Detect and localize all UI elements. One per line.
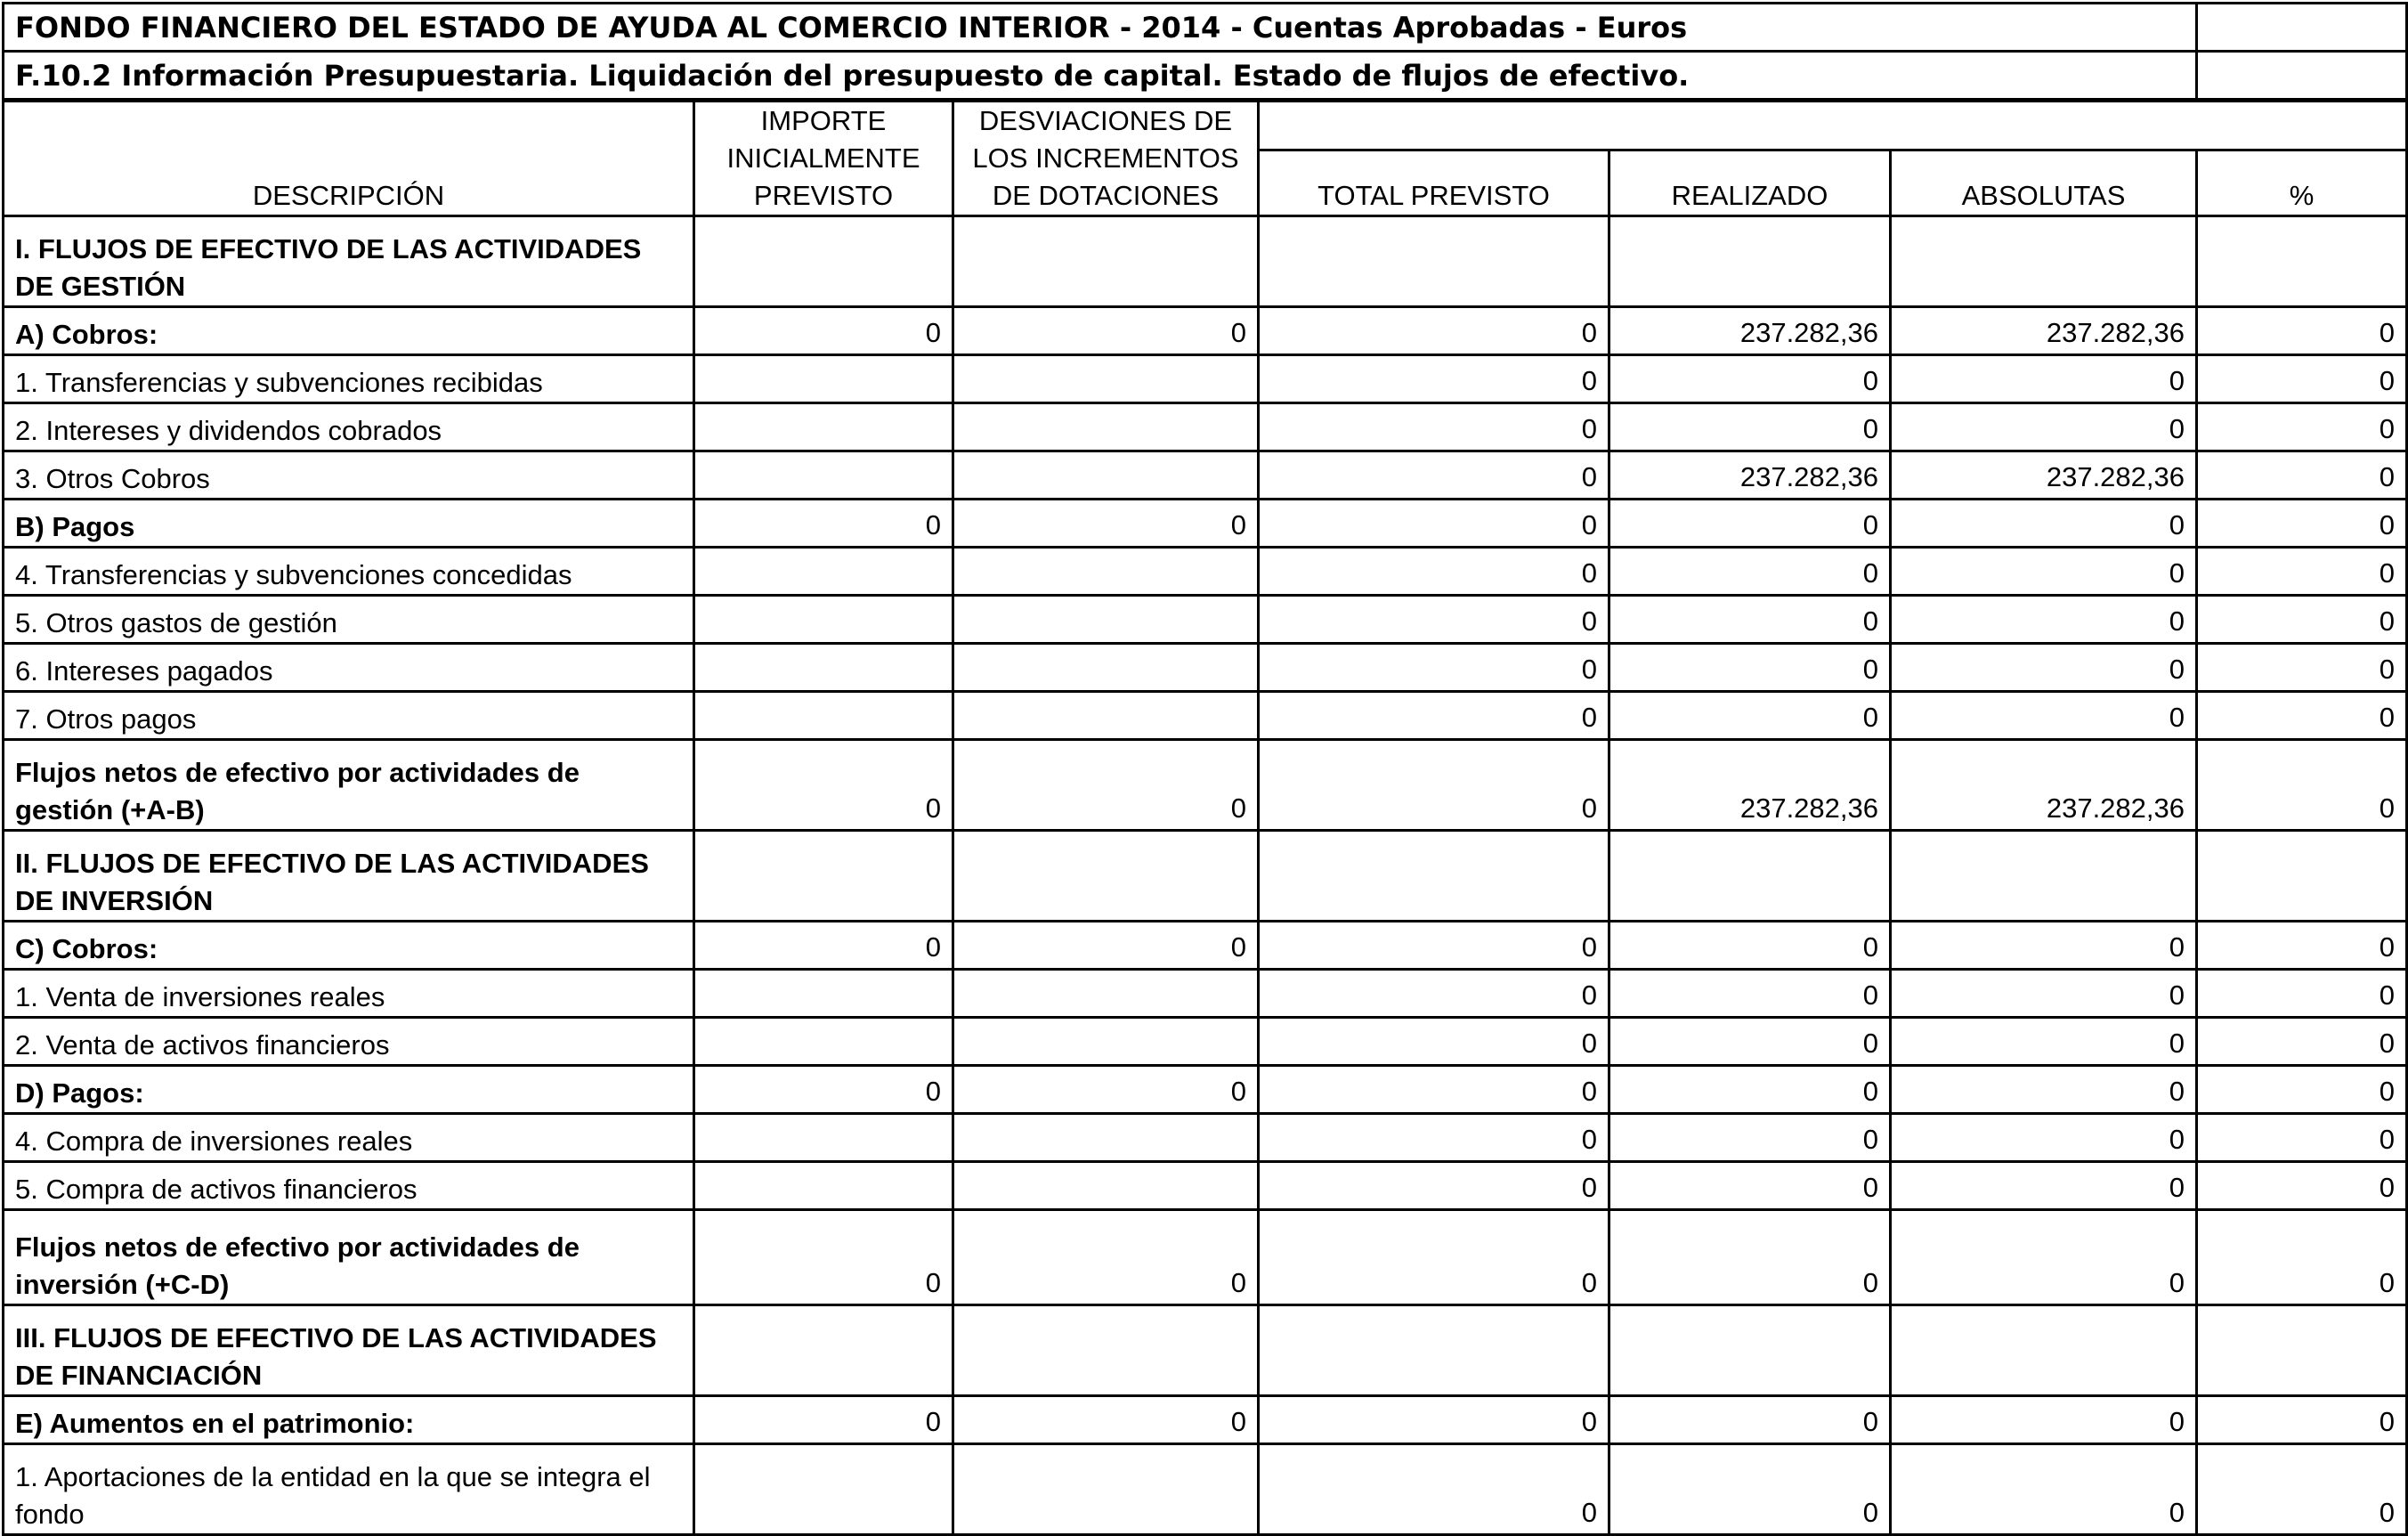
table-row [4,831,2407,922]
cell-absolutas[interactable]: 0 [1891,403,2197,451]
cell-absolutas[interactable]: 0 [1891,596,2197,644]
cash-flow-table [2,100,2408,1536]
cell-absolutas[interactable]: 0 [1891,1396,2197,1444]
row-description-cell[interactable]: 3. Otros Cobros [4,451,694,500]
report-title-table [2,2,2408,101]
row-description-cell[interactable]: C) Cobros: [4,922,694,970]
cell-importe[interactable] [694,216,953,307]
cell-total-previsto[interactable]: 0 [1259,403,1609,451]
cell-porcentaje[interactable]: 0 [2197,1066,2407,1114]
cell-porcentaje[interactable]: 0 [2197,1210,2407,1305]
subtitle-side-cell[interactable] [2197,52,2407,100]
table-row [4,922,2407,970]
table-row [4,1305,2407,1396]
col-header-descripcion[interactable] [4,102,694,216]
table-row [4,548,2407,596]
cell-desviaciones[interactable]: 0 [953,740,1259,831]
cell-desviaciones[interactable] [953,1444,1259,1535]
cell-porcentaje[interactable] [2197,831,2407,922]
table-row [4,1066,2407,1114]
cell-desviaciones[interactable]: 0 [953,1066,1259,1114]
row-description-cell[interactable]: Flujos netos de efectivo por actividades de inversión (+C-D) [4,1210,694,1305]
cell-total-previsto[interactable]: 0 [1259,548,1609,596]
row-description-cell[interactable]: 5. Compra de activos financieros [4,1162,694,1210]
cell-total-previsto[interactable]: 0 [1259,500,1609,548]
row-description-cell[interactable]: 6. Intereses pagados [4,644,694,692]
row-description-cell[interactable]: Flujos netos de efectivo por actividades de gestión (+A-B) [4,740,694,831]
subtitle-row [4,52,2407,100]
row-description-cell[interactable]: II. FLUJOS DE EFECTIVO DE LAS ACTIVIDADES DE INVERSIÓN [4,831,694,922]
cell-desviaciones[interactable] [953,970,1259,1018]
cell-desviaciones[interactable] [953,1162,1259,1210]
cell-total-previsto[interactable]: 0 [1259,1162,1609,1210]
cell-importe[interactable] [694,1444,953,1535]
cell-absolutas[interactable]: 0 [1891,644,2197,692]
cell-realizado[interactable]: 0 [1609,1018,1891,1066]
cell-importe[interactable]: 0 [694,500,953,548]
cell-realizado[interactable]: 237.282,36 [1609,451,1891,500]
table-row [4,1018,2407,1066]
cell-total-previsto[interactable]: 0 [1259,451,1609,500]
cell-realizado[interactable]: 0 [1609,970,1891,1018]
cell-realizado[interactable]: 0 [1609,596,1891,644]
cell-absolutas[interactable] [1891,1305,2197,1396]
table-row [4,970,2407,1018]
cell-importe[interactable] [694,1018,953,1066]
cell-realizado[interactable]: 0 [1609,1396,1891,1444]
row-description-cell[interactable]: 4. Transferencias y subvenciones concedidas [4,548,694,596]
cell-realizado[interactable]: 0 [1609,1444,1891,1535]
cell-realizado[interactable]: 0 [1609,1162,1891,1210]
cell-absolutas[interactable]: 0 [1891,922,2197,970]
table-row [4,403,2407,451]
cell-realizado[interactable]: 237.282,36 [1609,307,1891,355]
cell-importe[interactable]: 0 [694,307,953,355]
cell-porcentaje[interactable]: 0 [2197,922,2407,970]
cell-importe[interactable] [694,1305,953,1396]
cell-importe[interactable]: 0 [694,1066,953,1114]
table-row [4,500,2407,548]
col-header-desviaciones[interactable] [953,102,1259,216]
table-row [4,596,2407,644]
cell-total-previsto[interactable]: 0 [1259,922,1609,970]
row-description-cell[interactable]: D) Pagos: [4,1066,694,1114]
cell-porcentaje[interactable]: 0 [2197,307,2407,355]
table-row [4,451,2407,500]
cell-total-previsto[interactable] [1259,831,1609,922]
cell-importe[interactable] [694,970,953,1018]
cell-importe[interactable] [694,451,953,500]
cell-importe[interactable]: 0 [694,1396,953,1444]
cell-porcentaje[interactable]: 0 [2197,1396,2407,1444]
cell-desviaciones[interactable]: 0 [953,307,1259,355]
cell-desviaciones[interactable] [953,831,1259,922]
cell-absolutas[interactable]: 237.282,36 [1891,451,2197,500]
cell-absolutas[interactable]: 0 [1891,1444,2197,1535]
cell-importe[interactable] [694,692,953,740]
cell-porcentaje[interactable]: 0 [2197,403,2407,451]
cell-realizado[interactable]: 0 [1609,1066,1891,1114]
col-header-total-previsto[interactable]: TOTAL PREVISTO [1259,150,1609,216]
cell-porcentaje[interactable] [2197,216,2407,307]
cell-realizado[interactable]: 0 [1609,1114,1891,1162]
cell-desviaciones[interactable] [953,692,1259,740]
cell-absolutas[interactable]: 0 [1891,1114,2197,1162]
table-row [4,355,2407,403]
cell-total-previsto[interactable]: 0 [1259,970,1609,1018]
col-header-porcentaje[interactable]: % [2197,150,2407,216]
cell-desviaciones[interactable] [953,451,1259,500]
cell-importe[interactable]: 0 [694,922,953,970]
cell-desviaciones[interactable] [953,1018,1259,1066]
cell-desviaciones[interactable]: 0 [953,1210,1259,1305]
cell-absolutas[interactable] [1891,216,2197,307]
cell-realizado[interactable]: 0 [1609,548,1891,596]
row-description-cell[interactable]: B) Pagos [4,500,694,548]
cell-realizado[interactable]: 0 [1609,403,1891,451]
report-title[interactable]: FONDO FINANCIERO DEL ESTADO DE AYUDA AL COMERCIO INTERIOR - 2014 - Cuentas Aprobadas - Euros [4,4,2197,52]
col-header-desviaciones-line3: DE DOTACIONES [992,180,1220,211]
cell-realizado[interactable]: 0 [1609,355,1891,403]
cell-absolutas[interactable]: 0 [1891,692,2197,740]
title-side-cell[interactable] [2197,4,2407,52]
cell-total-previsto[interactable]: 0 [1259,596,1609,644]
cell-desviaciones[interactable] [953,1305,1259,1396]
cell-importe[interactable] [694,1162,953,1210]
cell-total-previsto[interactable]: 0 [1259,644,1609,692]
cell-importe[interactable] [694,1114,953,1162]
cell-absolutas[interactable]: 0 [1891,1018,2197,1066]
row-description-cell[interactable]: 1. Aportaciones de la entidad en la que se integra el fondo [4,1444,694,1535]
col-header-desviaciones-line2: LOS INCREMENTOS [972,142,1239,174]
cell-absolutas[interactable]: 237.282,36 [1891,307,2197,355]
table-row [4,1396,2407,1444]
cell-importe[interactable] [694,548,953,596]
cell-desviaciones[interactable] [953,596,1259,644]
cell-absolutas[interactable]: 237.282,36 [1891,740,2197,831]
cell-importe[interactable] [694,644,953,692]
col-header-realizado[interactable]: REALIZADO [1609,150,1891,216]
cell-importe[interactable]: 0 [694,1210,953,1305]
cell-importe[interactable] [694,596,953,644]
cell-desviaciones[interactable] [953,644,1259,692]
table-row [4,692,2407,740]
col-header-importe-line3: PREVISTO [753,180,894,211]
table-row [4,1210,2407,1305]
cell-total-previsto[interactable] [1259,1305,1609,1396]
cell-desviaciones[interactable] [953,1114,1259,1162]
table-row [4,740,2407,831]
cell-total-previsto[interactable]: 0 [1259,1444,1609,1535]
cell-total-previsto[interactable]: 0 [1259,692,1609,740]
cell-porcentaje[interactable]: 0 [2197,1114,2407,1162]
cell-total-previsto[interactable]: 0 [1259,307,1609,355]
row-description-cell[interactable]: 2. Venta de activos financieros [4,1018,694,1066]
title-row [4,4,2407,52]
cell-porcentaje[interactable]: 0 [2197,548,2407,596]
row-description-cell[interactable]: 2. Intereses y dividendos cobrados [4,403,694,451]
cell-desviaciones[interactable]: 0 [953,500,1259,548]
cell-absolutas[interactable]: 0 [1891,1210,2197,1305]
col-header-absolutas[interactable]: ABSOLUTAS [1891,150,2197,216]
cell-total-previsto[interactable]: 0 [1259,355,1609,403]
cell-porcentaje[interactable] [2197,1305,2407,1396]
cell-realizado[interactable] [1609,216,1891,307]
col-header-importe[interactable] [694,102,953,216]
cell-total-previsto[interactable] [1259,216,1609,307]
row-description-cell[interactable]: A) Cobros: [4,307,694,355]
cell-total-previsto[interactable]: 0 [1259,1114,1609,1162]
cell-desviaciones[interactable] [953,403,1259,451]
table-row [4,1114,2407,1162]
cell-realizado[interactable]: 0 [1609,692,1891,740]
cell-importe[interactable] [694,831,953,922]
cell-porcentaje[interactable]: 0 [2197,451,2407,500]
row-description-cell[interactable]: III. FLUJOS DE EFECTIVO DE LAS ACTIVIDADES DE FINANCIACIÓN [4,1305,694,1396]
cell-porcentaje[interactable]: 0 [2197,644,2407,692]
cell-porcentaje[interactable]: 0 [2197,1444,2407,1535]
cell-porcentaje[interactable]: 0 [2197,596,2407,644]
cell-absolutas[interactable]: 0 [1891,970,2197,1018]
cell-realizado[interactable]: 0 [1609,1210,1891,1305]
row-description-cell[interactable]: E) Aumentos en el patrimonio: [4,1396,694,1444]
cell-total-previsto[interactable]: 0 [1259,1018,1609,1066]
cell-importe[interactable]: 0 [694,740,953,831]
table-row [4,1162,2407,1210]
header-row-top [4,102,2407,150]
cell-absolutas[interactable]: 0 [1891,500,2197,548]
cell-total-previsto[interactable]: 0 [1259,1066,1609,1114]
cell-absolutas[interactable]: 0 [1891,1162,2197,1210]
table-row [4,307,2407,355]
cell-realizado[interactable]: 237.282,36 [1609,740,1891,831]
cell-porcentaje[interactable]: 0 [2197,500,2407,548]
cell-porcentaje[interactable]: 0 [2197,970,2407,1018]
row-description-cell[interactable]: 1. Venta de inversiones reales [4,970,694,1018]
row-description-cell[interactable]: 1. Transferencias y subvenciones recibidas [4,355,694,403]
cell-realizado[interactable]: 0 [1609,922,1891,970]
table-body [4,216,2407,1535]
cell-desviaciones[interactable]: 0 [953,922,1259,970]
cell-realizado[interactable]: 0 [1609,500,1891,548]
cell-absolutas[interactable]: 0 [1891,1066,2197,1114]
cell-realizado[interactable]: 0 [1609,644,1891,692]
cell-desviaciones[interactable]: 0 [953,1396,1259,1444]
col-header-importe-line1: IMPORTE [760,105,887,136]
cell-total-previsto[interactable]: 0 [1259,1396,1609,1444]
cell-realizado[interactable] [1609,831,1891,922]
report-subtitle[interactable]: F.10.2 Información Presupuestaria. Liquidación del presupuesto de capital. Estado de flujos de efectivo. [4,52,2197,100]
cell-absolutas[interactable]: 0 [1891,548,2197,596]
table-row [4,1444,2407,1535]
row-description-cell[interactable]: 4. Compra de inversiones reales [4,1114,694,1162]
cell-absolutas[interactable] [1891,831,2197,922]
row-description-cell[interactable]: 7. Otros pagos [4,692,694,740]
cell-total-previsto[interactable]: 0 [1259,1210,1609,1305]
row-description-cell[interactable]: I. FLUJOS DE EFECTIVO DE LAS ACTIVIDADES DE GESTIÓN [4,216,694,307]
cell-importe[interactable] [694,403,953,451]
cell-porcentaje[interactable]: 0 [2197,692,2407,740]
cell-total-previsto[interactable]: 0 [1259,740,1609,831]
col-header-importe-line2: INICIALMENTE [726,142,920,174]
cell-desviaciones[interactable] [953,548,1259,596]
cell-desviaciones[interactable] [953,355,1259,403]
col-header-desviaciones-line1: DESVIACIONES DE [978,105,1233,136]
table-row [4,216,2407,307]
cell-realizado[interactable] [1609,1305,1891,1396]
cell-importe[interactable] [694,355,953,403]
cell-porcentaje[interactable]: 0 [2197,1162,2407,1210]
row-description-cell[interactable]: 5. Otros gastos de gestión [4,596,694,644]
cell-porcentaje[interactable]: 0 [2197,1018,2407,1066]
cell-porcentaje[interactable]: 0 [2197,355,2407,403]
header-merged-blank-cell[interactable] [1259,102,2407,150]
col-header-descripcion-label: DESCRIPCIÓN [252,180,445,211]
cell-absolutas[interactable]: 0 [1891,355,2197,403]
table-row [4,644,2407,692]
cell-desviaciones[interactable] [953,216,1259,307]
cell-porcentaje[interactable]: 0 [2197,740,2407,831]
